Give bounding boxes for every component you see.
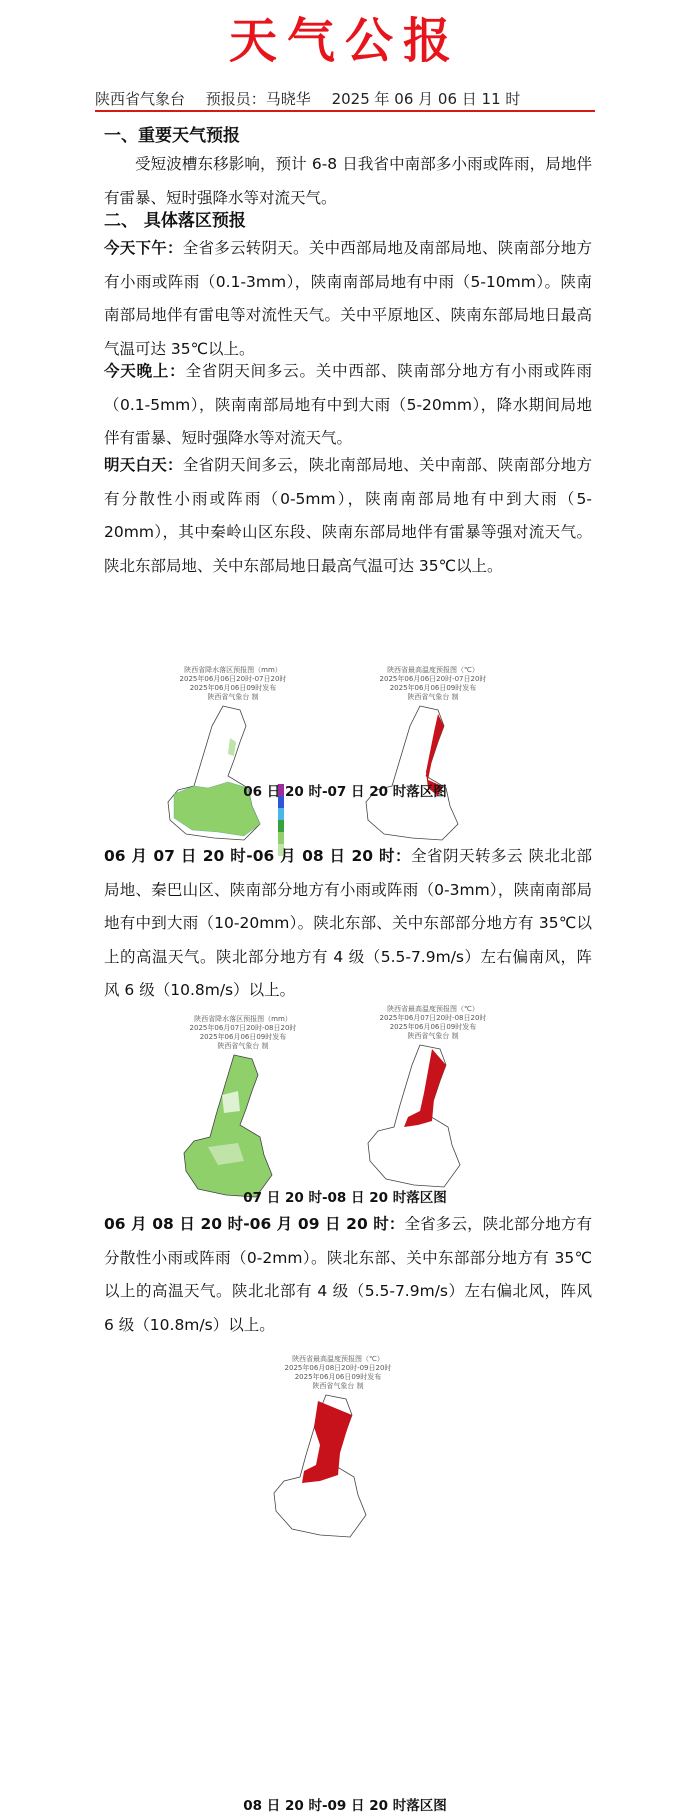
report-meta [95,88,595,109]
temp-map-1-graphic [358,702,508,842]
map-caption-2: 07 日 20 时-08 日 20 时落区图 [243,1190,447,1206]
forecast-tonight-text: 全省阴天间多云。关中西部、陕南部分地方有小雨或阵雨（0.1-5mm），陕南南部局地有中到大雨（5-20mm），降水期间局地伴有雷暴、短时强降水等对流天气。 [104,362,592,447]
forecast-afternoon-text: 全省多云转阴天。关中西部局地及南部局地、陕南部分地方有小雨或阵雨（0.1-3mm），陕南南部局地有中雨（5-10mm）。陕南南部局地伴有雷电等对流性天气。关中平原地区、陕南东部局地日最高气温可达 35℃以上。 [104,239,592,358]
map-header: 陕西省最高温度预报图（℃） 2025年06月07日20时-08日20时 2025年06月06日09时发布 陕西省气象台 制 [379,1005,487,1040]
rain-map-1 [148,666,318,842]
header-divider [95,110,595,112]
forecast-tomorrow-text: 全省阴天间多云，陕北南部局地、关中南部、陕南部分地方有分散性小雨或阵雨（0-5mm），陕南南部局地有中到大雨（5-20mm），其中秦岭山区东段、陕南东部局地伴有雷暴等强对流天气。陕北东部局地、关中东部局地日最高气温可达 35℃以上。 [104,456,592,575]
section-important-title: 一、重要天气预报 [104,126,240,146]
forecast-day3-text: 全省多云，陕北部分地方有分散性小雨或阵雨（0-2mm）。陕北东部、关中东部部分地方有 35℃以上的高温天气。陕北北部有 4 级（5.5-7.9m/s）左右偏北风，阵风 6 级（10.8m/s）以上。 [104,1215,592,1334]
forecast-day3 [104,1208,592,1342]
section-important-text: 受短波槽东移影响，预计 6-8 日我省中南部多小雨或阵雨，局地伴有雷暴、短时强降水等对流天气。 [104,155,592,207]
section-detail-title: 二、 具体落区预报 [104,211,246,231]
forecast-afternoon-label: 今天下午： [104,239,183,257]
temp-map-2 [358,1005,508,1191]
map-header: 陕西省降水落区预报图（mm） 2025年06月06日20时-07日20时 2025年06月06日09时发布 陕西省气象台 制 [179,666,287,701]
forecast-tonight [104,355,592,456]
forecast-tonight-label: 今天晚上： [104,362,186,380]
map-caption-1: 06 日 20 时-07 日 20 时落区图 [243,784,447,800]
map-caption-3: 08 日 20 时-09 日 20 时落区图 [243,1798,447,1814]
map-header: 陕西省最高温度预报图（℃） 2025年06月06日20时-07日20时 2025年06月06日09时发布 陕西省气象台 制 [379,666,487,701]
page-title: 天气公报 [228,13,461,69]
temp-map-3 [258,1355,418,1541]
forecast-afternoon [104,232,592,366]
rain-map-2 [178,1015,308,1201]
temp-map-1 [358,666,508,842]
forecast-day2-label: 06 月 07 日 20 时-06 月 08 日 20 时： [104,847,411,865]
map-header: 陕西省最高温度预报图（℃） 2025年06月08日20时-09日20时 2025年06月06日09时发布 陕西省气象台 制 [284,1355,392,1390]
forecast-tomorrow-label: 明天白天： [104,456,183,474]
map-header: 陕西省降水落区预报图（mm） 2025年06月07日20时-08日20时 2025年06月06日09时发布 陕西省气象台 制 [189,1015,297,1050]
temp-map-2-graphic [358,1041,508,1191]
forecast-day3-label: 06 月 08 日 20 时-06 月 09 日 20 时： [104,1215,405,1233]
rain-map-2-graphic [178,1051,308,1201]
issue-datetime: 2025 年 06 月 06 日 11 时 [331,90,521,108]
temp-map-3-graphic [258,1391,418,1541]
org-name: 陕西省气象台 [95,90,186,108]
forecaster: 预报员：马晓华 [205,90,311,108]
forecast-day2 [104,840,592,1008]
forecast-tomorrow [104,449,592,583]
forecast-day2-text: 全省阴天转多云 陕北北部局地、秦巴山区、陕南部分地方有小雨或阵雨（0-3mm），陕南南部局地有中到大雨（10-20mm）。陕北东部、关中东部部分地方有 35℃以上的高温天气。陕北部分地方有 4 级（5.5-7.9m/s）左右偏南风，阵风 6 级（10.8m/s）以上。 [104,847,592,999]
